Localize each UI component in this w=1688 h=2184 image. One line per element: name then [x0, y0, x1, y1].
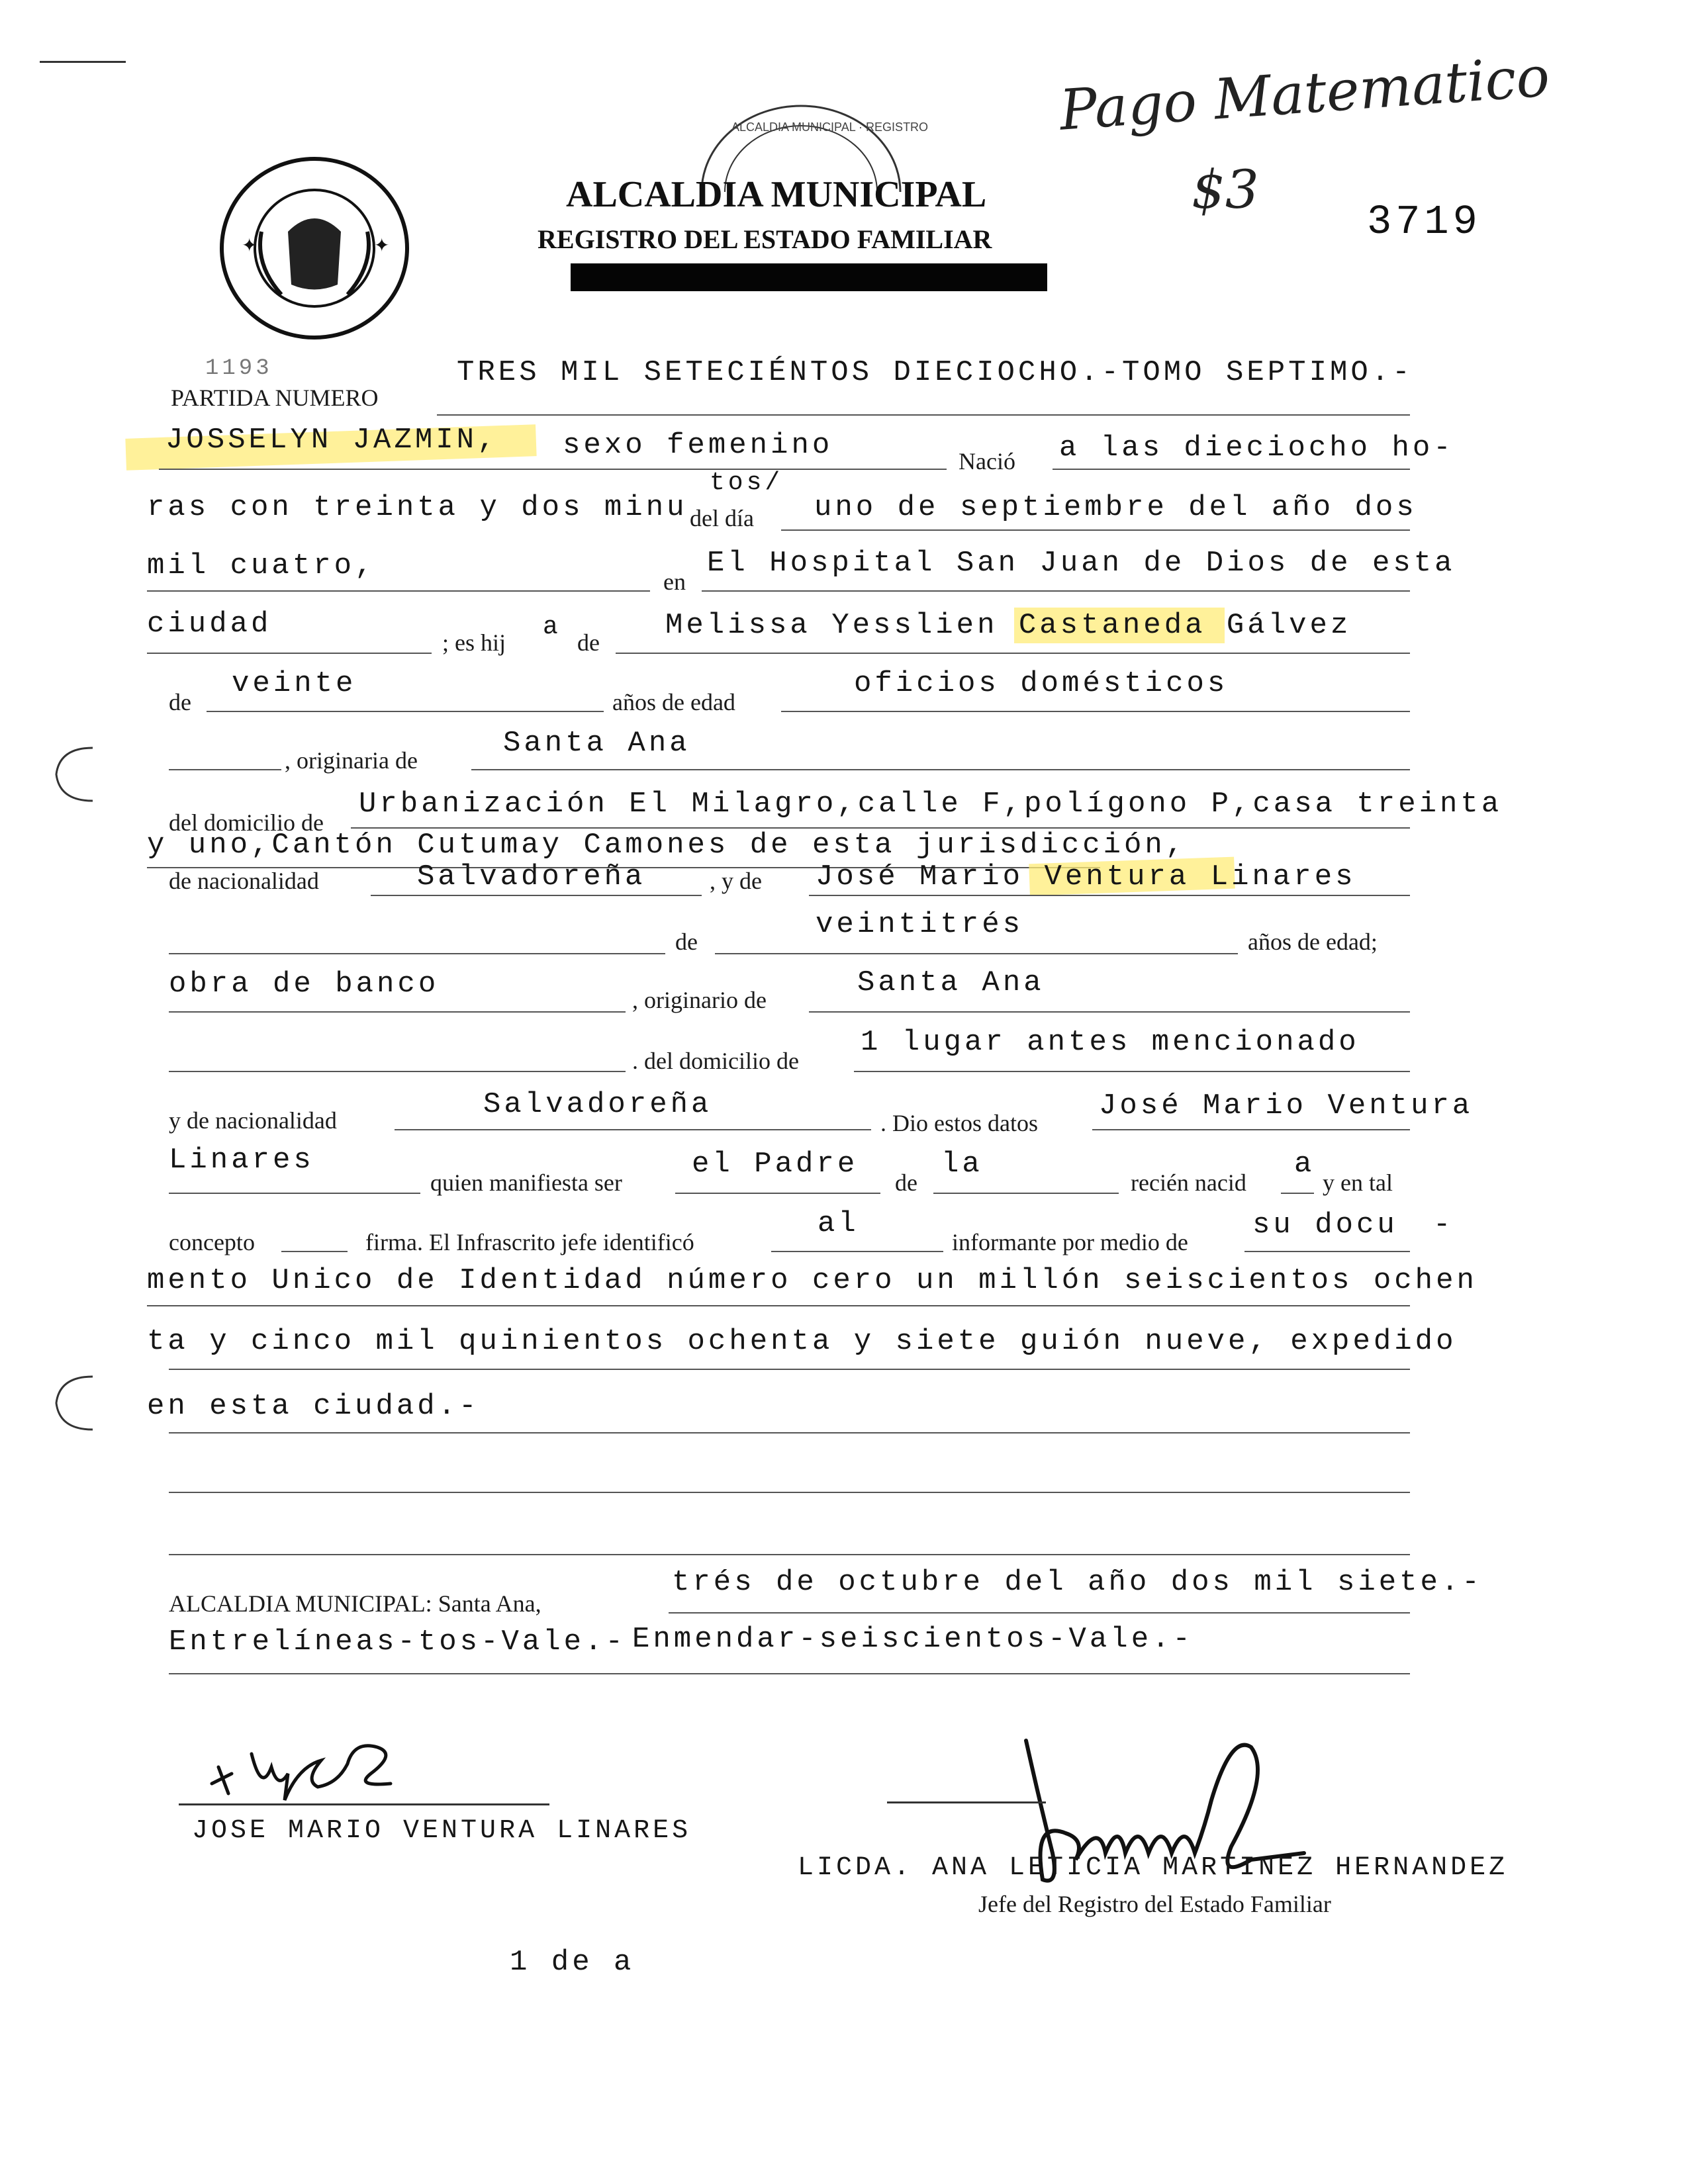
mother-given-names: Melissa Yesslien — [665, 609, 998, 642]
label-concepto: concepto — [169, 1229, 255, 1255]
handwritten-annotation: Pago Matematico — [1057, 44, 1552, 143]
birth-minutes: ras con treinta y dos minu — [147, 491, 688, 524]
father-domicile: 1 lugar antes mencionado — [861, 1026, 1360, 1059]
label-del-dia: del día — [690, 505, 754, 531]
mother-domicile-1: Urbanización El Milagro,calle F,polígono P,casa treinta — [359, 788, 1503, 821]
hole-punch-icon — [46, 741, 106, 807]
stamp-text: ALCALDIA MUNICIPAL · REGISTRO — [731, 120, 929, 134]
nacid-suffix: a — [1294, 1148, 1315, 1181]
hole-punch-icon — [46, 1370, 106, 1436]
ciudad-value: ciudad — [147, 608, 272, 641]
redaction-bar — [571, 263, 1047, 291]
father-given-names: José Mario — [816, 860, 1024, 893]
birth-place: El Hospital San Juan de Dios de esta — [707, 547, 1456, 580]
label-y-de: , y de — [710, 868, 762, 894]
enmendar-note: Enmendar-seiscientos-Vale.- — [632, 1623, 1194, 1656]
label-es-hij: ; es hij — [442, 629, 506, 656]
dui-line-3: en esta ciudad.- — [147, 1390, 480, 1423]
label-de-father-age: de — [675, 929, 698, 955]
birth-year: mil cuatro, — [147, 549, 376, 582]
mother-second-surname: Gálvez — [1226, 609, 1352, 642]
svg-text:✦: ✦ — [374, 236, 390, 256]
label-nacio: Nació — [959, 448, 1015, 475]
tos-insertion: tos/ — [710, 469, 784, 497]
document-number: 3719 — [1367, 199, 1481, 246]
entrelineas-note: Entrelíneas-tos-Vale.- — [169, 1625, 626, 1659]
child-sex: sexo femenino — [563, 429, 833, 462]
label-originaria: , originaria de — [285, 747, 418, 774]
father-occupation: obra de banco — [169, 968, 440, 1001]
dui-line-1: mento Unico de Identidad número cero un millón seiscientos ochen — [147, 1264, 1477, 1297]
label-firma: firma. El Infrascrito jefe identificó — [365, 1229, 694, 1255]
father-surname-rest: nares — [1252, 860, 1356, 893]
label-anos-edad: años de edad — [612, 689, 735, 715]
birth-time: a las dieciocho ho- — [1059, 432, 1454, 465]
mother-name — [665, 609, 1351, 642]
label-recien-nacid: recién nacid — [1131, 1169, 1246, 1196]
label-originario: , originario de — [632, 987, 767, 1013]
label-y-de-nacionalidad: y de nacionalidad — [169, 1107, 337, 1134]
father-age: veintitrés — [816, 908, 1024, 941]
label-domicilio-father: . del domicilio de — [632, 1048, 799, 1074]
registrar-title: Jefe del Registro del Estado Familiar — [978, 1891, 1331, 1917]
mother-surname: Castaneda — [1018, 609, 1206, 642]
document-subtitle: REGISTRO DEL ESTADO FAMILIAR — [538, 224, 992, 254]
mother-occupation: oficios domésticos — [854, 667, 1229, 700]
label-domicilio: del domicilio de — [169, 809, 324, 836]
label-dio-datos: . Dio estos datos — [880, 1110, 1038, 1136]
father-surname-part: Ventura Li — [1044, 860, 1252, 893]
father-origin: Santa Ana — [857, 966, 1045, 999]
dui-line-2: ta y cinco mil quinientos ochenta y siete guión nueve, expedido — [147, 1325, 1457, 1358]
informant-name-2: Linares — [169, 1144, 314, 1177]
label-de-age: de — [169, 689, 191, 715]
father-signature-icon — [205, 1727, 444, 1813]
registrar-signature-name: LICDA. ANA LETICIA MARTINEZ HERNANDEZ — [798, 1853, 1509, 1883]
document-title: ALCALDIA MUNICIPAL — [566, 174, 987, 215]
relation-article: la — [941, 1148, 983, 1181]
child-name: JOSSELYN JAZMIN, — [165, 424, 498, 457]
document-dash: - — [1433, 1208, 1454, 1242]
seal-text — [0, 0, 10, 1]
father-name — [816, 860, 1356, 893]
page-indicator: 1 de a — [510, 1946, 635, 1979]
svg-text:✦: ✦ — [242, 236, 258, 256]
label-y-en-tal: y en tal — [1323, 1169, 1393, 1196]
label-alcaldia-santa-ana: ALCALDIA MUNICIPAL: Santa Ana, — [169, 1590, 541, 1617]
document-start: su docu — [1252, 1208, 1398, 1242]
blank-line — [169, 1554, 1410, 1555]
label-en: en — [663, 569, 686, 595]
label-informante: informante por medio de — [952, 1229, 1188, 1255]
hij-suffix: a — [543, 613, 561, 641]
issue-date: trés de octubre del año dos mil siete.- — [672, 1566, 1483, 1599]
label-de-relation: de — [895, 1169, 917, 1196]
label-manifiesta: quien manifiesta ser — [430, 1169, 622, 1196]
label-de-mother: de — [577, 629, 600, 656]
label-partida-numero: PARTIDA NUMERO — [171, 385, 379, 411]
partida-value: TRES MIL SETECIÉNTOS DIECIOCHO.-TOMO SEPTIMO.- — [457, 356, 1413, 389]
label-anos-edad-sc: años de edad; — [1248, 929, 1378, 955]
corner-dash — [40, 61, 126, 63]
label-nacionalidad: de nacionalidad — [169, 868, 319, 894]
partida-prefix: 1193 — [205, 356, 273, 381]
blank-line — [169, 1492, 1410, 1493]
mother-domicile-2: y uno,Cantón Cutumay Camones de esta jurisdicción, — [147, 829, 1187, 862]
handwritten-amount: $3 — [1192, 159, 1259, 220]
birth-day: uno de septiembre del año dos — [814, 491, 1417, 524]
mother-nationality: Salvadoreña — [417, 860, 646, 893]
mother-origin: Santa Ana — [503, 727, 690, 760]
informant-relation: el Padre — [692, 1148, 859, 1181]
father-signature-name: JOSE MARIO VENTURA LINARES — [192, 1816, 692, 1846]
informant-name-1: José Mario Ventura — [1099, 1089, 1474, 1122]
identified-article: al — [818, 1207, 859, 1240]
municipal-seal-icon — [215, 152, 414, 344]
mother-age: veinte — [232, 667, 357, 700]
father-nationality: Salvadoreña — [483, 1088, 712, 1121]
